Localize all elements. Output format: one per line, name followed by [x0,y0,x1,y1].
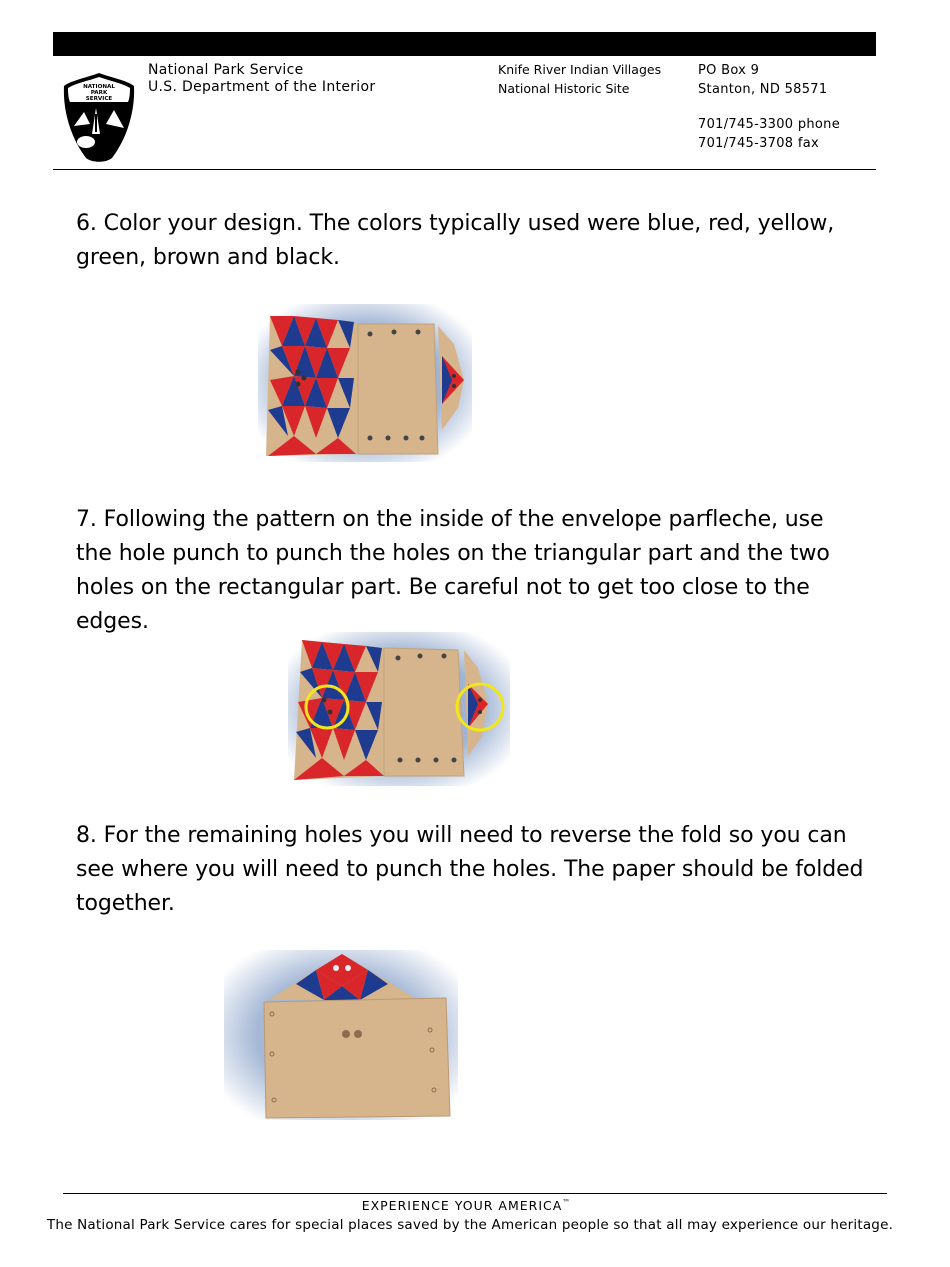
step-7-photo [288,632,510,786]
header-divider [53,169,876,170]
step-8-photo [224,950,458,1120]
slogan-text: EXPERIENCE YOUR AMERICA [361,1198,563,1214]
agency-name: National Park Service [148,62,304,78]
site-name-line2: National Historic Site [498,81,630,96]
contact-block [698,61,840,153]
header-bar [53,32,876,56]
footer-slogan [0,1198,933,1213]
footer-mission: The National Park Service cares for special places saved by the American people so that all may experience our heritage. [46,1217,894,1233]
logo-text-service: SERVICE [85,96,113,102]
step-7-text: 7. Following the pattern on the inside of the envelope parfleche, use the hole punch to punch the holes on the triangular part and the two holes on the rectangular part. Be careful not to get too close to the edges. [76,507,830,634]
logo-text-park: PARK [90,90,108,96]
step-6-text: 6. Color your design. The colors typically used were blue, red, yellow, green, brown and black. [76,211,835,270]
nps-arrowhead-logo [62,72,136,164]
logo-text-national: NATIONAL [83,84,115,90]
phone-number: 701/745-3300 phone [698,117,840,132]
address-line1: PO Box 9 [698,63,760,78]
fax-number: 701/745-3708 fax [698,136,819,151]
footer-divider [63,1193,887,1194]
agency-block [148,62,375,96]
department-name: U.S. Department of the Interior [148,79,376,95]
step-8-text: 8. For the remaining holes you will need to reverse the fold so you can see where you will need to punch the holes. The paper should be folded together. [76,823,864,916]
site-name-block [498,60,661,98]
address-line2: Stanton, ND 58571 [698,82,828,97]
trademark-symbol: ™ [562,1198,572,1207]
step-6-photo [258,304,472,462]
site-name-line1: Knife River Indian Villages [498,62,662,77]
